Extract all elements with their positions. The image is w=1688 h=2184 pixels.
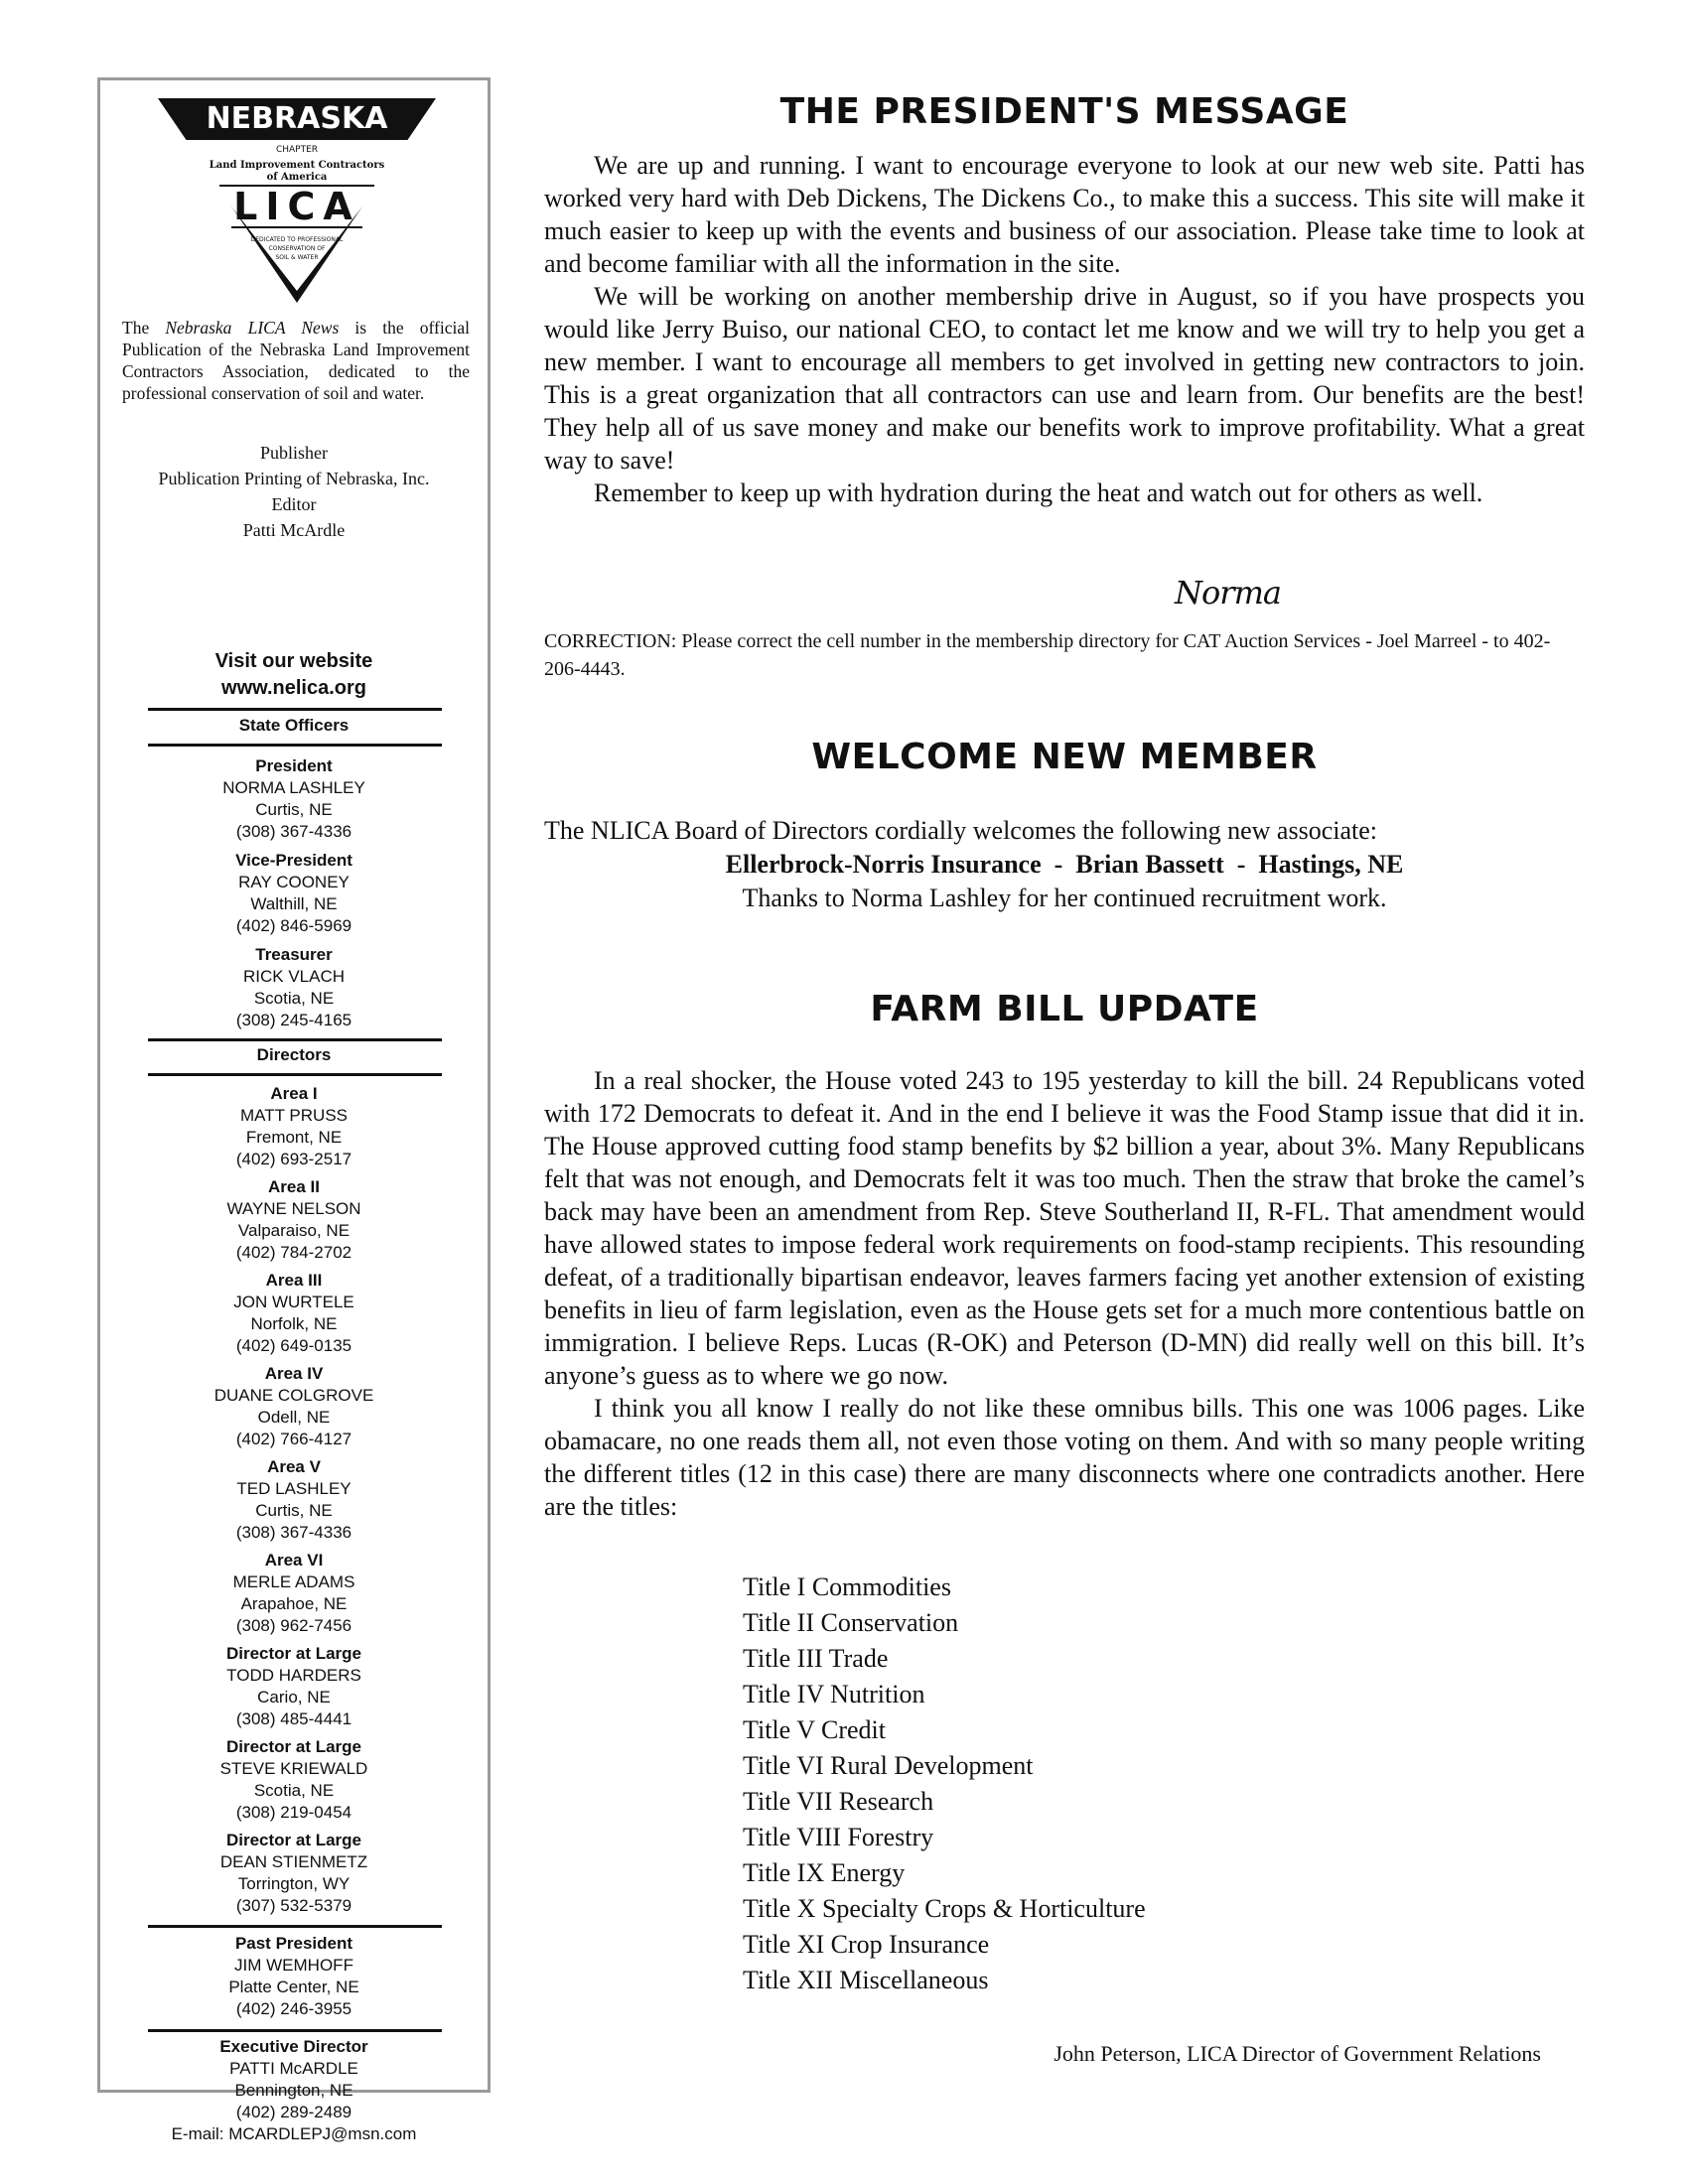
paragraph: We will be working on another membership drive in August, so if you have prospects you would like Jerry Buiso, our national CEO, to contact let me know and we will try to help you get a new member. I want to encourage all members to get involved in getting new contractors to join. This is a great organization that all contractors can use and learn from. Our benefits are the best! They help all of us save money and make our benefits work to improve profitability. What a great way to save! — [544, 282, 1585, 475]
editor-name: Patti McArdle — [242, 520, 346, 540]
officer-city: Walthill, NE — [250, 894, 338, 913]
director-at-large: Director at Large TODD HARDERS Cario, NE (308) 485-4441 — [225, 1644, 362, 1728]
nebraska-lica-logo — [150, 92, 444, 307]
officer-treasurer — [110, 944, 478, 1031]
officer-phone: (308) 245-4165 — [235, 1011, 352, 1029]
divider — [148, 2029, 442, 2032]
director-area-6: Area VI MERLE ADAMS Arapahoe, NE (308) 962-7456 — [232, 1551, 355, 1635]
byline: John Peterson, LICA Director of Government Relations — [1054, 2041, 1541, 2066]
list-item: Title IV Nutrition — [743, 1680, 925, 1708]
director-area-4: Area IV DUANE COLGROVE Odell, NE (402) 766-4127 — [213, 1364, 374, 1448]
officer-title: Vice-President — [235, 851, 352, 870]
logo-org-line2: of America — [266, 172, 328, 183]
welcome-intro: The NLICA Board of Directors cordially welcomes the following new associate: — [544, 816, 1377, 845]
officer-title: Treasurer — [255, 945, 333, 964]
officer-name: RAY COONEY — [238, 873, 350, 891]
publication-statement: The Nebraska LICA News is the official Publication of the Nebraska Land Improvement Contractors Association, dedicated to the professional conservation of soil and water. — [122, 318, 470, 403]
officer-president — [110, 755, 478, 843]
logo-motto-line1: DEDICATED TO PROFESSIONAL — [250, 236, 344, 243]
publisher-name: Publication Printing of Nebraska, Inc. — [158, 469, 430, 488]
welcome-body — [544, 814, 1585, 915]
logo-chapter-text: CHAPTER — [275, 145, 319, 155]
list-item: Title VIII Forestry — [743, 1823, 934, 1851]
welcome-thanks: Thanks to Norma Lashley for her continued recruitment work. — [742, 884, 1387, 912]
paragraph: In a real shocker, the House voted 243 to 195 yesterday to kill the bill. 24 Republicans voted with 172 Democrats to defeat it. And in the end I believe it was the Food Stamp issue that did it in. The House approved cutting food stamp benefits by $2 billion a year, about 3%. Many Republicans felt that was not enough, and Democrats felt it was too much. Then the straw that broke the camel’s back may have been an amendment from Rep. Steve Southerland II, R-FL. That amendment would have allowed states to impose federal work requirements on food-stamp recipients. This resounding defeat, of a traditionally bipartisan endeavor, leaves farmers facing yet another extension of existing benefits in lieu of farm legislation, even as the House gets set for a much more contentious battle on immigration. I believe Reps. Lucas (R-OK) and Peterson (D-MN) did really well on this bill. It’s anyone’s guess as to where we go now. — [544, 1066, 1585, 1390]
new-member: Ellerbrock-Norris Insurance - Brian Bassett - Hastings, NE — [725, 850, 1404, 879]
paragraph: We are up and running. I want to encourage everyone to look at our new web site. Patti has worked very hard with Deb Dickens, The Dickens Co., to make this a success. This site will make it much easier to keep up with the events and business of our association. Please take time to look at and become familiar with all the information in the site. — [544, 151, 1585, 278]
state-officers-title: State Officers — [238, 716, 350, 735]
presidents-message-heading: THE PRESIDENT'S MESSAGE — [779, 91, 1349, 132]
past-president: Past President JIM WEMHOFF Platte Center, NE (402) 246-3955 — [228, 1934, 359, 2018]
list-item: Title V Credit — [743, 1715, 887, 1744]
masthead-sidebar — [97, 77, 491, 2143]
director-area-1: Area I MATT PRUSS Fremont, NE (402) 693-2517 — [235, 1084, 352, 1168]
farm-bill-heading: FARM BILL UPDATE — [870, 989, 1259, 1029]
publication-name: Nebraska LICA News — [165, 318, 340, 338]
director-area-3: Area III JON WURTELE Norfolk, NE (402) 649-0135 — [233, 1271, 354, 1355]
officer-name: RICK VLACH — [242, 967, 346, 986]
officer-city: Curtis, NE — [255, 800, 333, 819]
farm-bill-body — [544, 1064, 1585, 1523]
director-area-2: Area II WAYNE NELSON Valparaiso, NE (402) 784-2702 — [226, 1177, 361, 1262]
title-list — [743, 1570, 1146, 1998]
website-link[interactable]: www.nelica.org — [221, 677, 366, 699]
publisher-label: Publisher — [259, 443, 328, 463]
list-item: Title I Commodities — [743, 1572, 951, 1601]
list-item: Title VI Rural Development — [743, 1751, 1034, 1780]
welcome-heading: WELCOME NEW MEMBER — [811, 737, 1318, 777]
director-at-large: Director at Large STEVE KRIEWALD Scotia, NE (308) 219-0454 — [219, 1737, 368, 1822]
divider — [148, 708, 442, 711]
logo-state-text: NEBRASKA — [206, 101, 388, 136]
signature: Norma — [1175, 574, 1281, 612]
officer-phone: (308) 367-4336 — [235, 822, 352, 841]
divider — [148, 1038, 442, 1041]
list-item: Title IX Energy — [743, 1858, 906, 1887]
director-at-large: Director at Large DEAN STIENMETZ Torrington, WY (307) 532-5379 — [219, 1831, 368, 1915]
presidents-message-body — [544, 149, 1585, 509]
officer-vice-president — [110, 850, 478, 937]
divider — [148, 1925, 442, 1928]
directors-title: Directors — [256, 1045, 332, 1064]
officer-phone: (402) 846-5969 — [235, 916, 352, 935]
logo-motto-line2: CONSERVATION OF — [268, 245, 326, 252]
list-item: Title XI Crop Insurance — [743, 1930, 990, 1959]
logo-acronym: LICA — [233, 185, 360, 228]
list-item: Title X Specialty Crops & Horticulture — [743, 1894, 1146, 1923]
correction-note: CORRECTION: Please correct the cell number in the membership directory for CAT Auction Services - Joel Marreel - to 402-206-4443. — [544, 630, 1551, 680]
executive-director: Executive Director PATTI McARDLE Bennington, NE (402) 289-2489 E-mail: MCARDLEPJ@msn.com — [110, 2036, 478, 2145]
officer-city: Scotia, NE — [253, 989, 335, 1008]
logo-org-line1: Land Improvement Contractors — [209, 160, 385, 171]
director-area-5: Area V TED LASHLEY Curtis, NE (308) 367-4336 — [235, 1457, 352, 1542]
divider — [148, 744, 442, 747]
paragraph: I think you all know I really do not like these omnibus bills. This one was 1006 pages. Like obamacare, no one reads them all, not even those voting on them. And with so many people writing the different titles (12 in this case) there are many disconnects where one contradicts another. Here are the titles: — [544, 1394, 1585, 1521]
list-item: Title VII Research — [743, 1787, 934, 1816]
officer-name: NORMA LASHLEY — [222, 778, 365, 797]
list-item: Title II Conservation — [743, 1608, 959, 1637]
list-item: Title XII Miscellaneous — [743, 1966, 989, 1994]
officer-title: President — [255, 756, 333, 775]
publisher-block — [110, 440, 478, 543]
divider — [148, 1073, 442, 1076]
visit-label: Visit our website — [214, 650, 373, 672]
website-block — [110, 648, 478, 702]
logo-motto-line3: SOIL & WATER — [275, 254, 319, 261]
editor-label: Editor — [271, 494, 317, 514]
email-link[interactable]: E-mail: MCARDLEPJ@msn.com — [171, 2124, 417, 2143]
list-item: Title III Trade — [743, 1644, 889, 1673]
paragraph: Remember to keep up with hydration during the heat and watch out for others as well. — [594, 478, 1483, 507]
